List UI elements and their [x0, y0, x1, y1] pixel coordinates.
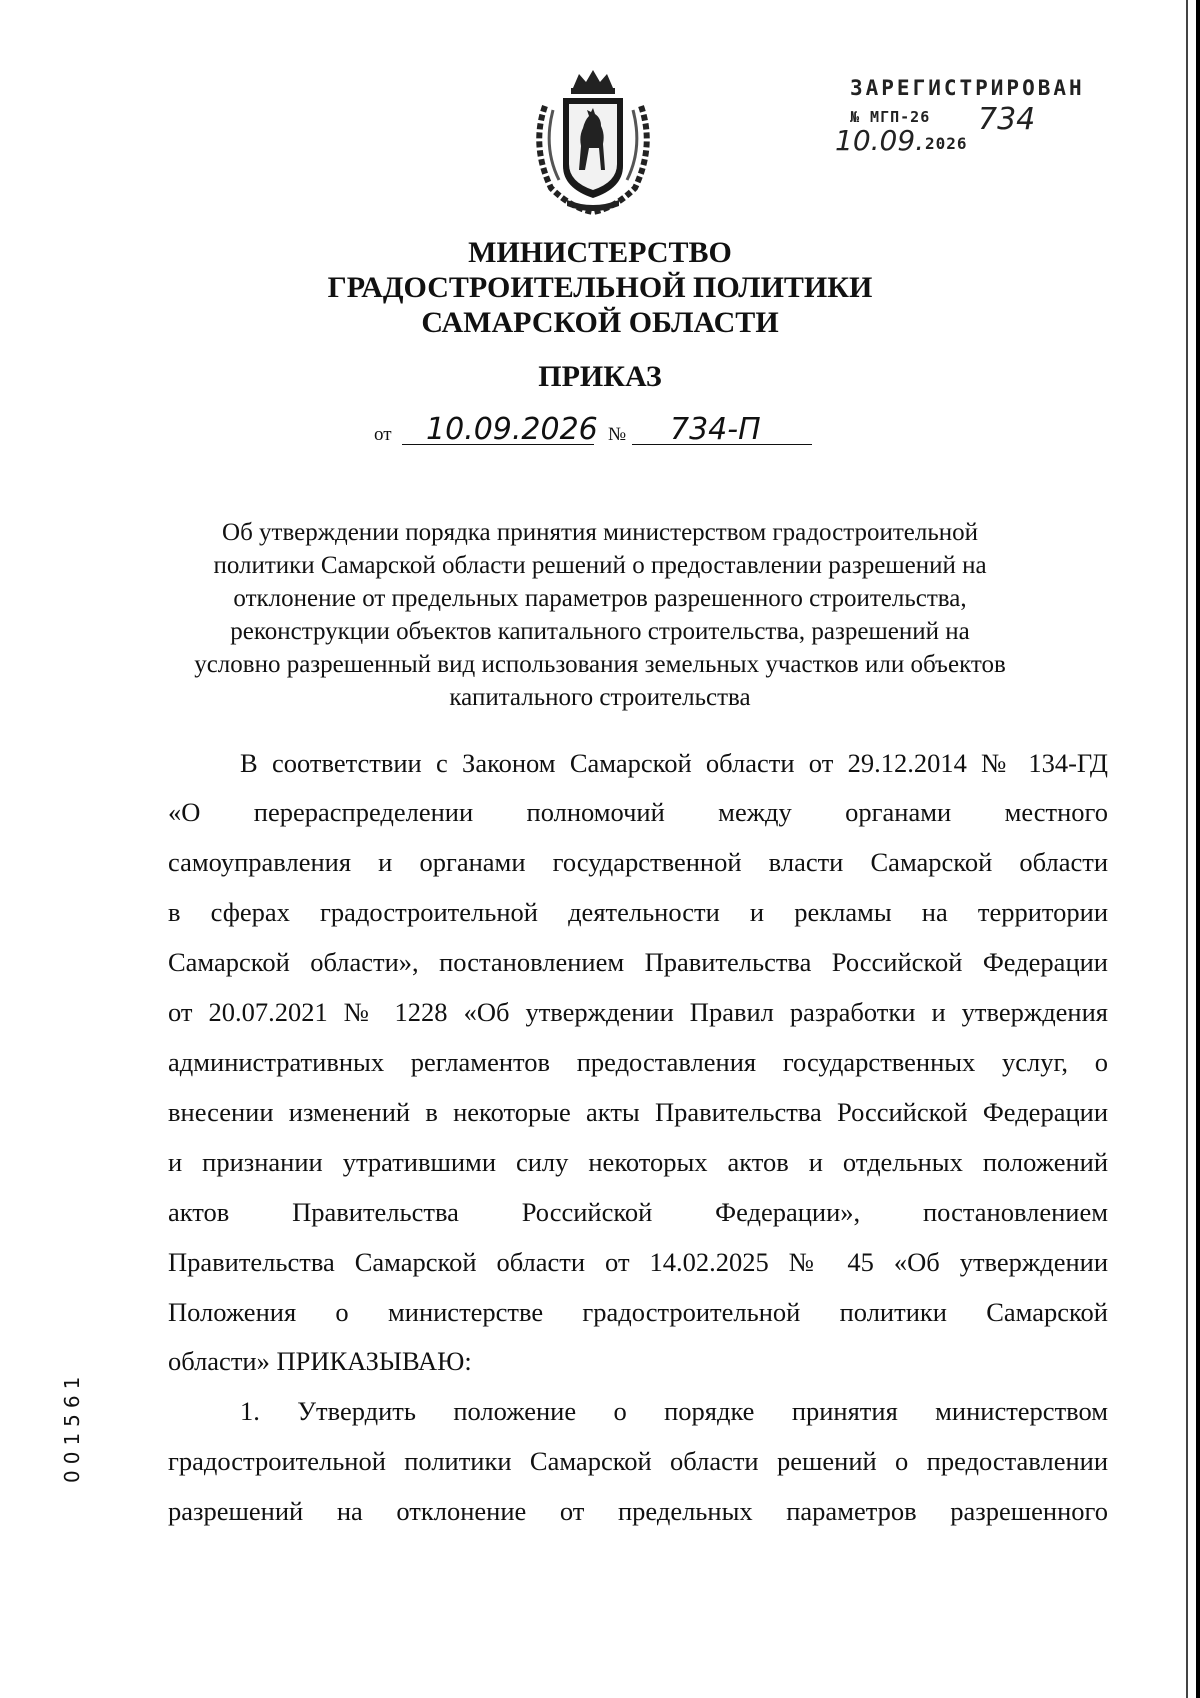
stamp-registered-text: ЗАРЕГИСТРИРОВАН	[850, 76, 1085, 100]
body-line: административных регламентов предоставления государственных услуг, о	[168, 1047, 1108, 1077]
ministry-title-line-3: САМАРСКОЙ ОБЛАСТИ	[421, 306, 779, 339]
coat-of-arms-icon	[523, 66, 663, 216]
ministry-title-line-1: МИНИСТЕРСТВО	[468, 236, 732, 269]
body-line: от 20.07.2021 № 1228 «Об утверждении Правил разработки и утверждения	[168, 997, 1108, 1027]
order-date-number	[370, 412, 850, 454]
body-line: в сферах градостроительной деятельности и рекламы на территории	[168, 897, 1108, 927]
title-line: капитального строительства	[449, 684, 751, 711]
body-line: самоуправления и органами государственной власти Самарской области	[168, 847, 1108, 877]
body-line: 1. Утвердить положение о порядке принятия министерством	[240, 1396, 1108, 1426]
scan-edge-shadow	[1186, 0, 1188, 1698]
order-number: 734-П	[670, 412, 761, 447]
ministry-title-line-2: ГРАДОСТРОИТЕЛЬНОЙ ПОЛИТИКИ	[327, 271, 873, 304]
body-line: Положения о министерстве градостроительной политики Самарской	[168, 1297, 1108, 1327]
body-line: актов Правительства Российской Федерации», постановлением	[168, 1197, 1108, 1227]
registration-stamp	[830, 66, 1085, 157]
body-line: «О перераспределении полномочий между органами местного	[168, 797, 1108, 827]
body-line: В соответствии с Законом Самарской области от 29.12.2014 № 134-ГД	[240, 748, 1108, 778]
title-line: условно разрешенный вид использования земельных участков или объектов	[194, 651, 1006, 678]
title-line: отклонение от предельных параметров разрешенного строительства,	[233, 585, 967, 612]
side-serial-number	[60, 1353, 90, 1483]
body-line: разрешений на отклонение от предельных параметров разрешенного	[168, 1496, 1108, 1526]
body-line: Самарской области», постановлением Правительства Российской Федерации	[168, 947, 1108, 977]
stamp-reg-date: 10.09.	[835, 124, 925, 157]
document-type: ПРИКАЗ	[538, 360, 662, 393]
stamp-reg-number: 734	[978, 102, 1036, 137]
from-label: от	[374, 424, 392, 445]
scan-edge	[1196, 0, 1200, 1698]
number-label: №	[608, 424, 627, 445]
stamp-reg-year: 2026	[925, 134, 968, 153]
body-line: Правительства Самарской области от 14.02.2025 № 45 «Об утверждении	[168, 1247, 1108, 1277]
body-line: области» ПРИКАЗЫВАЮ:	[168, 1346, 472, 1376]
side-serial-text: 001561	[60, 1370, 84, 1483]
title-line: реконструкции объектов капитального строительства, разрешений на	[230, 618, 970, 645]
title-line: политики Самарской области решений о предоставлении разрешений на	[213, 552, 987, 579]
order-date: 10.09.2026	[426, 412, 598, 447]
title-line: Об утверждении порядка принятия министерством градостроительной	[222, 519, 978, 546]
order-title	[170, 516, 1030, 714]
body-line: внесении изменений в некоторые акты Правительства Российской Федерации	[168, 1097, 1108, 1127]
body-line: и признании утратившими силу некоторых актов и отдельных положений	[168, 1147, 1108, 1177]
body-line: градостроительной политики Самарской области решений о предоставлении	[168, 1446, 1108, 1476]
stamp-reg-prefix: № МГП-26	[850, 108, 931, 126]
